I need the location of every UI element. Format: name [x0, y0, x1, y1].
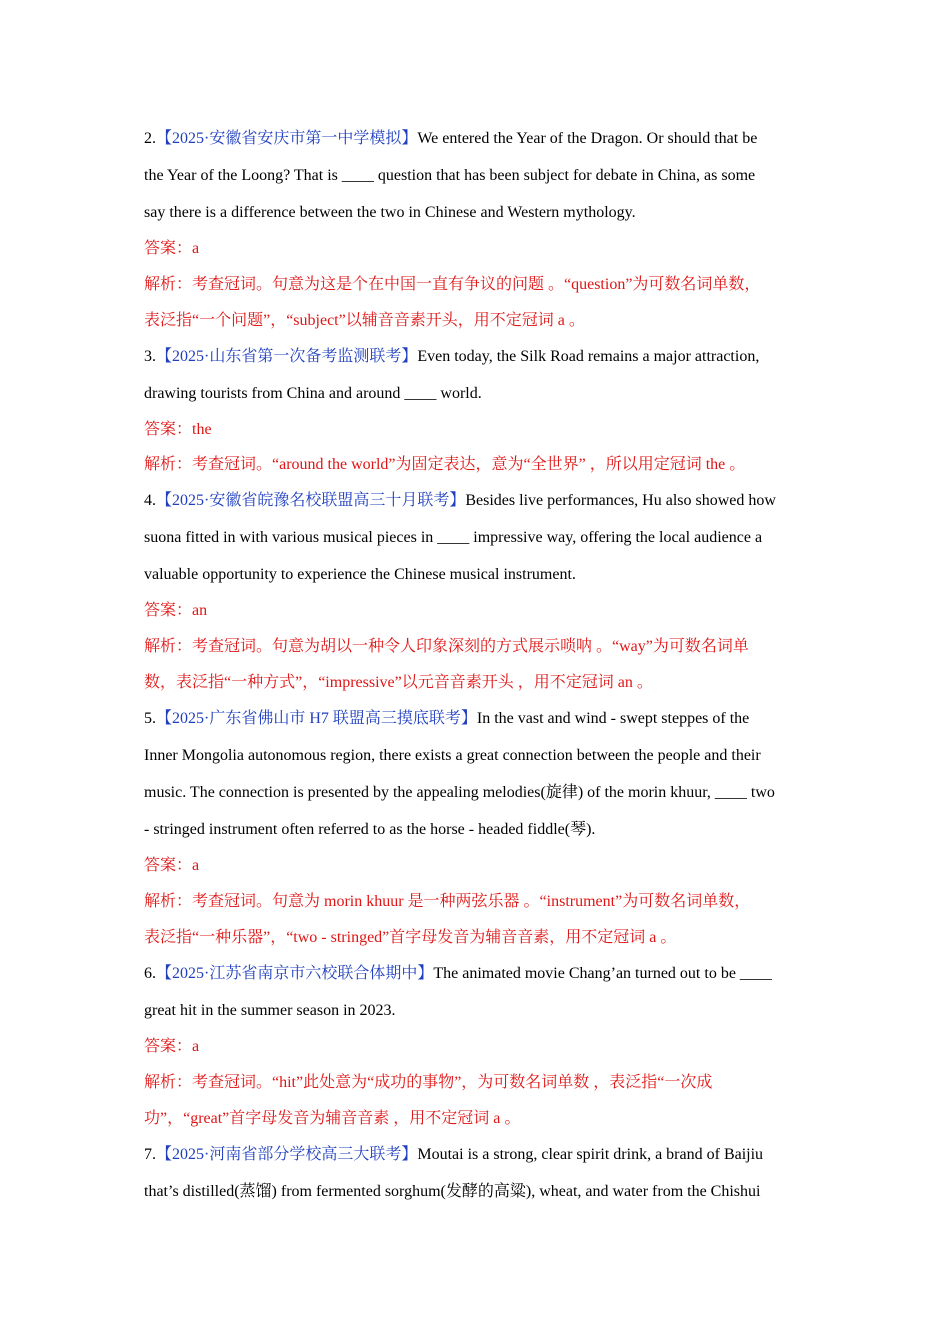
document-page — [144, 120, 810, 1210]
analysis-line: 表泛指“一个问题”，“subject”以辅音音素开头，用不定冠词 a 。 — [144, 312, 585, 329]
question-number: 6. — [144, 965, 156, 982]
question-line: valuable opportunity to experience the Chinese musical instrument. — [144, 566, 576, 583]
analysis-line: 解析：考查冠词。句意为胡以一种令人印象深刻的方式展示唢呐 。“way”为可数名词单 — [144, 638, 749, 655]
question-source: 【2025·江苏省南京市六校联合体期中】 — [156, 965, 434, 982]
question-line: music. The connection is presented by the appealing melodies(旋律) of the morin khuur, ____ two — [144, 784, 775, 801]
analysis-line: 解析：考查冠词。“hit”此处意为“成功的事物”，为可数名词单数 ，表泛指“一次成 — [144, 1074, 713, 1091]
question-source: 【2025·山东省第一次备考监测联考】 — [156, 348, 418, 365]
question-source: 【2025·广东省佛山市 H7 联盟高三摸底联考】 — [156, 710, 477, 727]
analysis-line: 功”，“great”首字母发音为辅音音素 ，用不定冠词 a 。 — [144, 1110, 521, 1127]
question-7 — [144, 1136, 810, 1210]
question-4 — [144, 482, 810, 700]
question-text: Even today, the Silk Road remains a major attraction, — [417, 348, 760, 365]
question-line: great hit in the summer season in 2023. — [144, 1002, 396, 1019]
answer-line: 答案：a — [144, 1038, 200, 1055]
question-line: drawing tourists from China and around ____ world. — [144, 385, 482, 402]
answer-line: 答案：a — [144, 857, 200, 874]
analysis-line: 解析：考查冠词。“around the world”为固定表达，意为“全世界” ，所以用定冠词 the 。 — [144, 456, 746, 473]
question-3 — [144, 338, 810, 482]
question-number: 7. — [144, 1146, 156, 1163]
question-text: Moutai is a strong, clear spirit drink, a brand of Baijiu — [417, 1146, 764, 1163]
question-line: the Year of the Loong? That is ____ question that has been subject for debate in China, as some — [144, 167, 756, 184]
question-5 — [144, 700, 810, 955]
analysis-line: 表泛指“一种乐器”，“two - stringed”首字母发音为辅音音素，用不定冠词 a 。 — [144, 929, 677, 946]
question-line: Inner Mongolia autonomous region, there exists a great connection between the people and their — [144, 747, 761, 764]
question-number: 4. — [144, 492, 156, 509]
question-line: - stringed instrument often referred to as the horse - headed fiddle(琴). — [144, 821, 596, 838]
question-line: say there is a difference between the two in Chinese and Western mythology. — [144, 204, 636, 221]
answer-line: 答案：the — [144, 421, 212, 438]
analysis-line: 数，表泛指“一种方式”，“impressive”以元音音素开头 ，用不定冠词 an 。 — [144, 674, 653, 691]
question-6 — [144, 955, 810, 1136]
question-text: The animated movie Chang’an turned out to be ____ — [433, 965, 772, 982]
question-source: 【2025·安徽省皖豫名校联盟高三十月联考】 — [156, 492, 466, 509]
answer-line: 答案：an — [144, 602, 208, 619]
question-line — [144, 955, 810, 992]
question-line: that’s distilled(蒸馏) from fermented sorghum(发酵的高粱), wheat, and water from the Chishui — [144, 1183, 761, 1200]
question-line — [144, 700, 810, 737]
question-line — [144, 482, 810, 519]
question-text: We entered the Year of the Dragon. Or should that be — [417, 130, 758, 147]
question-line — [144, 338, 810, 375]
question-line: suona fitted in with various musical pieces in ____ impressive way, offering the local audience a — [144, 529, 763, 546]
analysis-line: 解析：考查冠词。句意为 morin khuur 是一种两弦乐器 。“instrument”为可数名词单数， — [144, 893, 751, 910]
question-text: In the vast and wind - swept steppes of the — [476, 710, 750, 727]
analysis-line: 解析：考查冠词。句意为这是个在中国一直有争议的问题 。“question”为可数名词单数， — [144, 276, 761, 293]
answer-line: 答案：a — [144, 240, 200, 257]
question-line — [144, 120, 810, 157]
question-source: 【2025·安徽省安庆市第一中学模拟】 — [156, 130, 418, 147]
question-2 — [144, 120, 810, 338]
question-line — [144, 1136, 810, 1173]
question-number: 2. — [144, 130, 156, 147]
question-number: 3. — [144, 348, 156, 365]
question-number: 5. — [144, 710, 156, 727]
question-text: Besides live performances, Hu also showed how — [465, 492, 776, 509]
question-source: 【2025·河南省部分学校高三大联考】 — [156, 1146, 418, 1163]
